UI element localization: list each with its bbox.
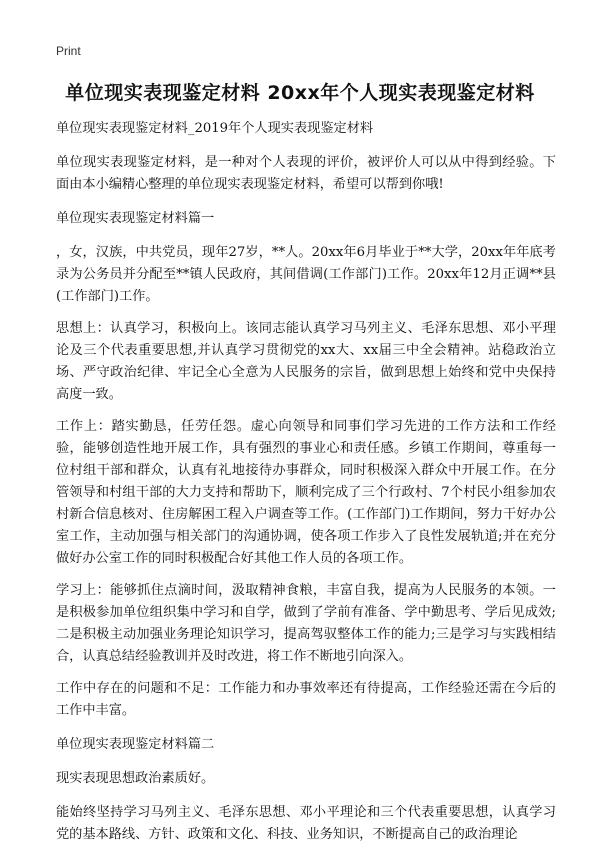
print-label: Print [56, 44, 81, 58]
section-heading-1: 单位现实表现鉴定材料篇一 [56, 211, 215, 226]
intro-paragraph: 单位现实表现鉴定材料，是一种对个人表现的评价，被评价人可以从中得到经验。下面由本小编精心整理的单位现实表现鉴定材料，希望可以帮到你哦! [56, 155, 556, 192]
study-paragraph: 学习上：能够抓住点滴时间，汲取精神食粮，丰富自我，提高为人民服务的本领。一是积极参加单位组织集中学习和自学，做到了学前有准备、学中勤思考、学后见成效;二是积极主动加强业务理论知识学习，提高驾驭整体工作的能力;三是学习与实践相结合，认真总结经验教训并及时改进，将工作不断地引向深入。 [56, 583, 556, 664]
theory-paragraph: 能始终坚持学习马列主义、毛泽东思想、邓小平理论和三个代表重要思想，认真学习党的基本路线、方针、政策和文化、科技、业务知识，不断提高自己的政治理论 [56, 805, 556, 842]
page-title: 单位现实表现鉴定材料 20xx年个人现实表现鉴定材料 [65, 82, 535, 104]
document-body [56, 118, 556, 856]
political-paragraph: 现实表现思想政治素质好。 [56, 771, 215, 786]
issues-paragraph: 工作中存在的问题和不足：工作能力和办事效率还有待提高，工作经验还需在今后的工作中丰富。 [56, 681, 556, 718]
section-heading-2: 单位现实表现鉴定材料篇二 [56, 737, 215, 752]
work-paragraph: 工作上：踏实勤恳，任劳任怨。虚心向领导和同事们学习先进的工作方法和工作经验，能够创造性地开展工作，具有强烈的事业心和责任感。乡镇工作期间，尊重每一位村组干部和群众，认真有礼地接待办事群众，同时积极深入群众中开展工作。在分管领导和村组干部的大力支持和帮助下，顺利完成了三个行政村、7个村民小组参加农村新合信息核对、住房解困工程入户调查等工作。(工作部门)工作期间，努力干好办公室工作，主动加强与相关部门的沟通协调，使各项工作步入了良性发展轨道;并在充分做好办公室工作的同时积极配合好其他工作人员的各项工作。 [56, 419, 556, 566]
thought-paragraph: 思想上：认真学习，积极向上。该同志能认真学习马列主义、毛泽东思想、邓小平理论及三个代表重要思想,并认真学习贯彻党的xx大、xx届三中全会精神。站稳政治立场、严守政治纪律、牢记全心全意为人民服务的宗旨，做到思想上始终和党中央保持高度一致。 [56, 321, 556, 402]
profile-paragraph: ，女，汉族，中共党员，现年27岁，**人。20xx年6月毕业于**大学，20xx年年底考录为公务员并分配至**镇人民政府，其间借调(工作部门)工作。20xx年12月正调**县(工作部门)工作。 [56, 245, 556, 304]
subtitle: 单位现实表现鉴定材料_2019年个人现实表现鉴定材料 [56, 121, 374, 136]
